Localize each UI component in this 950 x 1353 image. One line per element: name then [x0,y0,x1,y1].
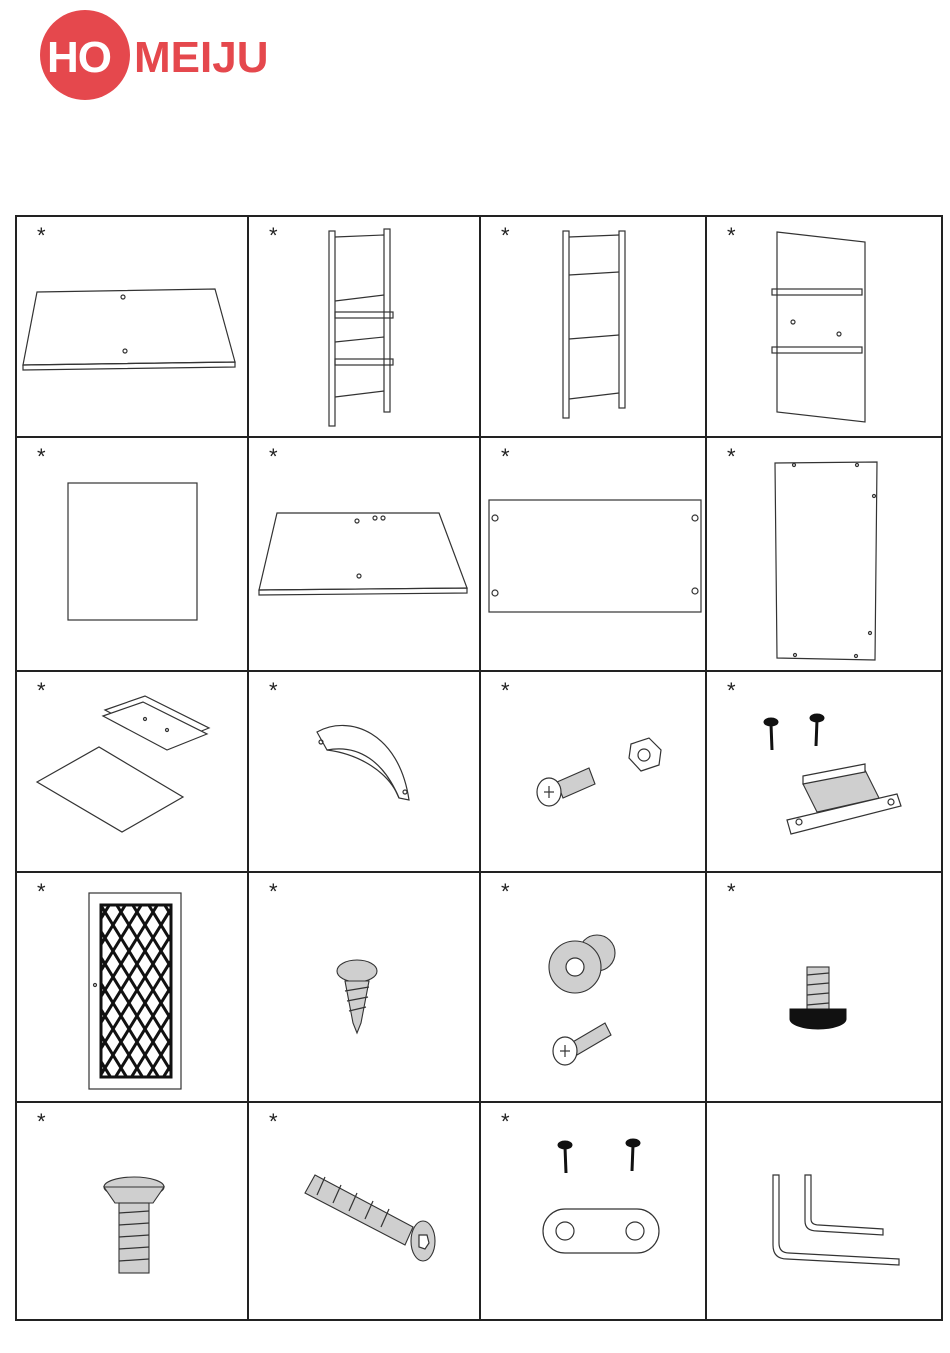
square-panel-icon [17,438,249,672]
wood-screw-icon [249,873,481,1103]
part-cell [707,672,941,873]
part-cell [707,1103,941,1321]
brand-logo [40,8,300,104]
part-marker: * [37,678,46,703]
logo-text-primary: HO [47,33,111,82]
part-cell [481,438,707,672]
part-cell [249,217,481,438]
part-marker: * [727,879,736,904]
part-cell [481,1103,707,1321]
mesh-door-icon [17,873,249,1103]
part-cell [707,217,941,438]
leveling-foot-icon [707,873,941,1103]
part-marker: * [727,444,736,469]
part-cell [17,1103,249,1321]
front-panel-icon [481,438,707,672]
top-panel-icon [17,217,249,438]
side-panel-icon [707,438,941,672]
part-marker: * [37,879,46,904]
part-marker: * [727,678,736,703]
part-marker: * [727,223,736,248]
part-marker: * [269,879,278,904]
part-cell [707,873,941,1103]
allen-keys-icon [707,1103,941,1321]
part-marker: * [37,444,46,469]
drawer-bottom-panels-icon [17,672,249,873]
part-marker: * [501,678,510,703]
part-cell [481,873,707,1103]
connector-plate-icon [481,1103,707,1321]
part-cell [707,438,941,672]
ladder-frame-icon [481,217,707,438]
countersunk-bolt-icon [17,1103,249,1321]
part-marker: * [501,223,510,248]
part-marker: * [501,1109,510,1134]
part-cell [481,672,707,873]
logo-text-secondary: MEIJU [134,33,269,82]
part-marker: * [501,444,510,469]
magnetic-catch-icon [707,672,941,873]
back-panel-with-rails-icon [707,217,941,438]
part-marker: * [269,444,278,469]
part-marker: * [37,1109,46,1134]
parts-grid [15,215,943,1321]
part-cell [481,217,707,438]
part-marker: * [269,678,278,703]
part-cell [249,438,481,672]
part-marker: * [501,879,510,904]
part-cell [249,873,481,1103]
part-cell [17,438,249,672]
part-cell [249,672,481,873]
part-cell [17,873,249,1103]
part-cell [249,1103,481,1321]
part-cell [17,672,249,873]
cup-handle-icon [249,672,481,873]
ladder-frame-with-rails-icon [249,217,481,438]
part-marker: * [37,223,46,248]
connector-bolt-icon [249,1103,481,1321]
knob-and-screw-icon [481,873,707,1103]
bolt-and-nut-icon [481,672,707,873]
part-cell [17,217,249,438]
part-marker: * [269,223,278,248]
part-marker: * [269,1109,278,1134]
shelf-panel-icon [249,438,481,672]
